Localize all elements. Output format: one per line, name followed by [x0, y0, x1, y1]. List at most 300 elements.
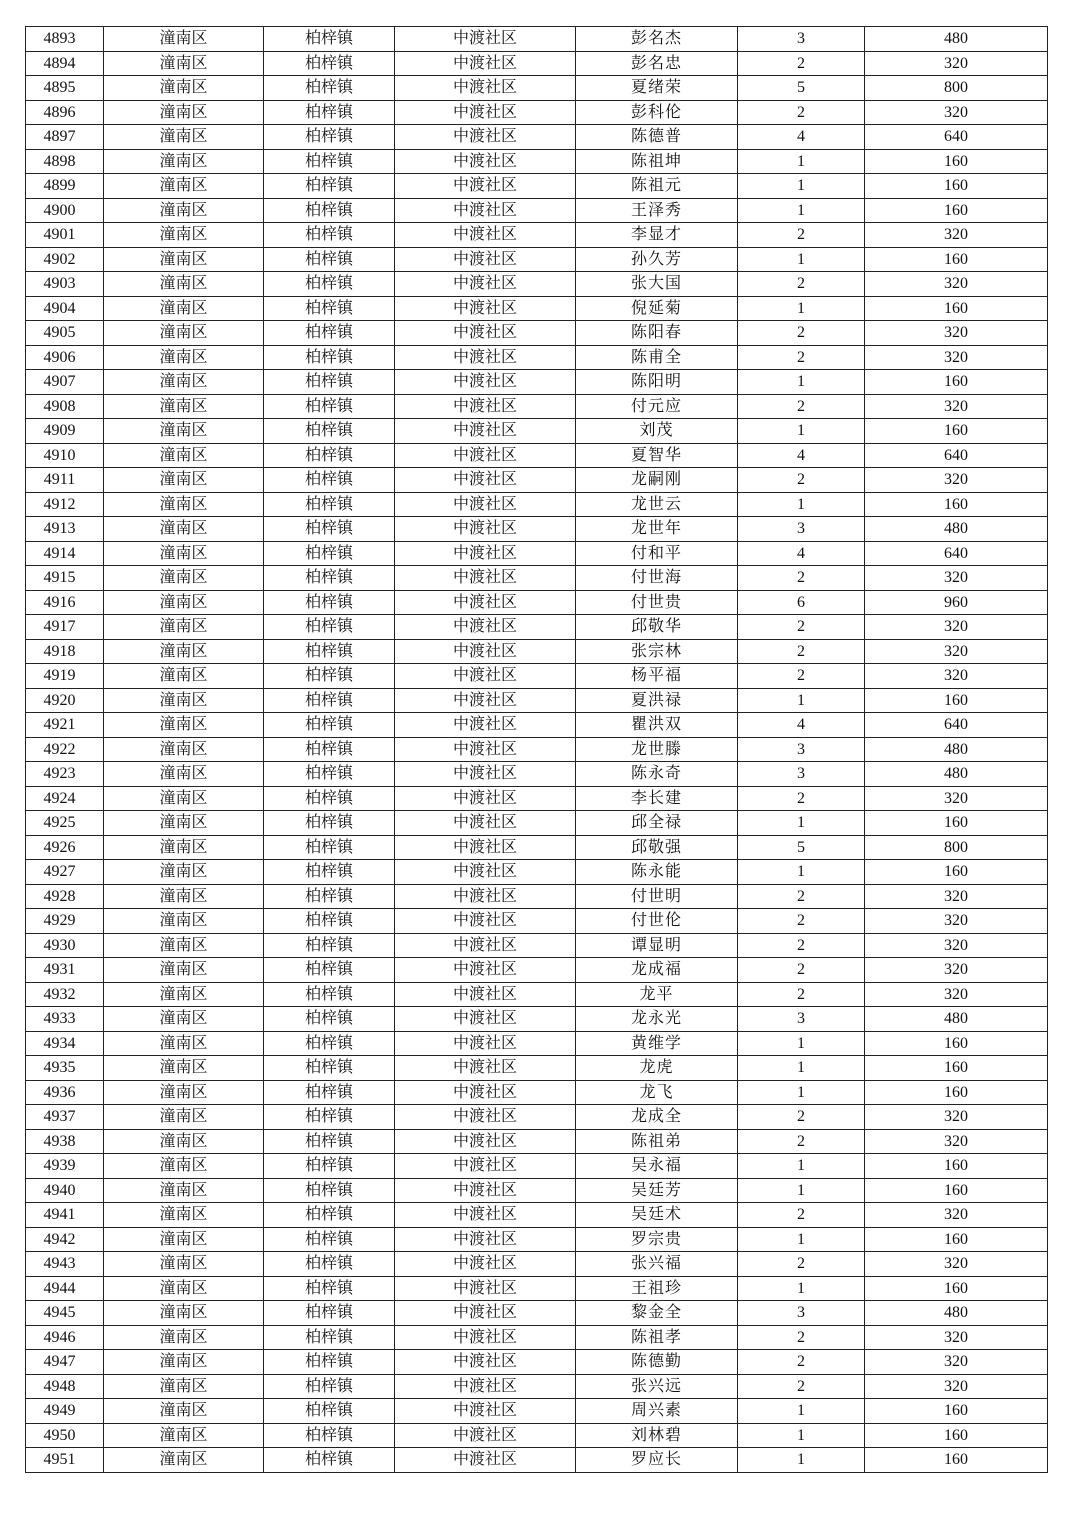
table-row — [26, 1007, 1048, 1032]
cell-row-number: 4935 — [26, 1056, 104, 1081]
cell-town: 柏梓镇 — [264, 100, 395, 125]
cell-amount: 160 — [865, 247, 1048, 272]
cell-row-number: 4916 — [26, 590, 104, 615]
cell-amount: 160 — [865, 1423, 1048, 1448]
cell-household-count: 2 — [738, 958, 865, 983]
cell-row-number: 4948 — [26, 1374, 104, 1399]
cell-district: 潼南区 — [104, 1301, 264, 1326]
cell-row-number: 4928 — [26, 884, 104, 909]
cell-name: 付和平 — [576, 541, 738, 566]
cell-row-number: 4911 — [26, 468, 104, 493]
cell-name: 龙虎 — [576, 1056, 738, 1081]
cell-community: 中渡社区 — [395, 296, 576, 321]
cell-row-number: 4921 — [26, 713, 104, 738]
cell-name: 龙成全 — [576, 1105, 738, 1130]
cell-household-count: 4 — [738, 541, 865, 566]
cell-district: 潼南区 — [104, 909, 264, 934]
cell-name: 陈祖孝 — [576, 1325, 738, 1350]
cell-row-number: 4936 — [26, 1080, 104, 1105]
cell-name: 龙世滕 — [576, 737, 738, 762]
table-row — [26, 811, 1048, 836]
cell-name: 陈永能 — [576, 860, 738, 885]
table-row — [26, 149, 1048, 174]
cell-district: 潼南区 — [104, 492, 264, 517]
cell-district: 潼南区 — [104, 198, 264, 223]
cell-row-number: 4932 — [26, 982, 104, 1007]
cell-amount: 160 — [865, 1178, 1048, 1203]
cell-community: 中渡社区 — [395, 1129, 576, 1154]
cell-row-number: 4951 — [26, 1448, 104, 1473]
cell-row-number: 4931 — [26, 958, 104, 983]
cell-amount: 480 — [865, 737, 1048, 762]
cell-amount: 160 — [865, 296, 1048, 321]
cell-community: 中渡社区 — [395, 1350, 576, 1375]
table-row — [26, 688, 1048, 713]
cell-district: 潼南区 — [104, 933, 264, 958]
table-row — [26, 1423, 1048, 1448]
cell-name: 刘茂 — [576, 419, 738, 444]
cell-row-number: 4909 — [26, 419, 104, 444]
cell-town: 柏梓镇 — [264, 76, 395, 101]
cell-name: 张大国 — [576, 272, 738, 297]
cell-household-count: 1 — [738, 1056, 865, 1081]
cell-community: 中渡社区 — [395, 933, 576, 958]
cell-name: 杨平福 — [576, 664, 738, 689]
cell-household-count: 3 — [738, 737, 865, 762]
cell-row-number: 4919 — [26, 664, 104, 689]
cell-household-count: 1 — [738, 1227, 865, 1252]
cell-household-count: 3 — [738, 762, 865, 787]
cell-household-count: 6 — [738, 590, 865, 615]
cell-district: 潼南区 — [104, 664, 264, 689]
cell-town: 柏梓镇 — [264, 688, 395, 713]
cell-town: 柏梓镇 — [264, 468, 395, 493]
cell-name: 龙世云 — [576, 492, 738, 517]
cell-name: 谭显明 — [576, 933, 738, 958]
cell-community: 中渡社区 — [395, 468, 576, 493]
cell-row-number: 4926 — [26, 835, 104, 860]
cell-name: 吴永福 — [576, 1154, 738, 1179]
cell-household-count: 2 — [738, 51, 865, 76]
cell-town: 柏梓镇 — [264, 909, 395, 934]
cell-district: 潼南区 — [104, 958, 264, 983]
cell-community: 中渡社区 — [395, 247, 576, 272]
table-row — [26, 1080, 1048, 1105]
table-row — [26, 1374, 1048, 1399]
cell-name: 陈德普 — [576, 125, 738, 150]
cell-amount: 160 — [865, 419, 1048, 444]
cell-community: 中渡社区 — [395, 909, 576, 934]
cell-household-count: 2 — [738, 566, 865, 591]
cell-town: 柏梓镇 — [264, 1031, 395, 1056]
table-row — [26, 419, 1048, 444]
cell-district: 潼南区 — [104, 517, 264, 542]
cell-community: 中渡社区 — [395, 1423, 576, 1448]
cell-town: 柏梓镇 — [264, 1399, 395, 1424]
cell-name: 付世贵 — [576, 590, 738, 615]
table-row — [26, 272, 1048, 297]
cell-community: 中渡社区 — [395, 884, 576, 909]
table-row — [26, 321, 1048, 346]
cell-name: 龙嗣刚 — [576, 468, 738, 493]
cell-name: 吴廷术 — [576, 1203, 738, 1228]
cell-community: 中渡社区 — [395, 1399, 576, 1424]
cell-amount: 160 — [865, 1056, 1048, 1081]
cell-town: 柏梓镇 — [264, 1227, 395, 1252]
cell-amount: 160 — [865, 174, 1048, 199]
cell-household-count: 2 — [738, 1374, 865, 1399]
cell-row-number: 4902 — [26, 247, 104, 272]
cell-name: 黎金全 — [576, 1301, 738, 1326]
cell-town: 柏梓镇 — [264, 1080, 395, 1105]
cell-town: 柏梓镇 — [264, 664, 395, 689]
cell-household-count: 1 — [738, 1031, 865, 1056]
cell-row-number: 4933 — [26, 1007, 104, 1032]
cell-town: 柏梓镇 — [264, 933, 395, 958]
cell-amount: 160 — [865, 492, 1048, 517]
cell-row-number: 4907 — [26, 370, 104, 395]
cell-row-number: 4947 — [26, 1350, 104, 1375]
table-row — [26, 247, 1048, 272]
cell-community: 中渡社区 — [395, 1325, 576, 1350]
cell-district: 潼南区 — [104, 1374, 264, 1399]
cell-district: 潼南区 — [104, 615, 264, 640]
cell-row-number: 4893 — [26, 27, 104, 52]
cell-row-number: 4922 — [26, 737, 104, 762]
cell-community: 中渡社区 — [395, 51, 576, 76]
cell-amount: 160 — [865, 688, 1048, 713]
cell-name: 陈祖坤 — [576, 149, 738, 174]
cell-household-count: 1 — [738, 688, 865, 713]
cell-name: 付世明 — [576, 884, 738, 909]
cell-town: 柏梓镇 — [264, 517, 395, 542]
cell-community: 中渡社区 — [395, 1178, 576, 1203]
cell-household-count: 1 — [738, 1399, 865, 1424]
cell-amount: 320 — [865, 345, 1048, 370]
cell-town: 柏梓镇 — [264, 1007, 395, 1032]
cell-district: 潼南区 — [104, 1276, 264, 1301]
cell-household-count: 1 — [738, 1448, 865, 1473]
cell-district: 潼南区 — [104, 835, 264, 860]
cell-town: 柏梓镇 — [264, 1154, 395, 1179]
table-row — [26, 174, 1048, 199]
cell-row-number: 4901 — [26, 223, 104, 248]
cell-amount: 160 — [865, 1080, 1048, 1105]
cell-town: 柏梓镇 — [264, 762, 395, 787]
cell-community: 中渡社区 — [395, 27, 576, 52]
table-row — [26, 664, 1048, 689]
cell-district: 潼南区 — [104, 884, 264, 909]
cell-household-count: 1 — [738, 860, 865, 885]
cell-name: 龙平 — [576, 982, 738, 1007]
cell-amount: 320 — [865, 1374, 1048, 1399]
cell-name: 陈祖元 — [576, 174, 738, 199]
cell-row-number: 4945 — [26, 1301, 104, 1326]
cell-amount: 320 — [865, 51, 1048, 76]
table-row — [26, 835, 1048, 860]
cell-town: 柏梓镇 — [264, 345, 395, 370]
cell-household-count: 2 — [738, 982, 865, 1007]
cell-town: 柏梓镇 — [264, 296, 395, 321]
cell-amount: 160 — [865, 1227, 1048, 1252]
cell-household-count: 1 — [738, 296, 865, 321]
cell-district: 潼南区 — [104, 394, 264, 419]
cell-household-count: 3 — [738, 517, 865, 542]
cell-row-number: 4905 — [26, 321, 104, 346]
cell-district: 潼南区 — [104, 1423, 264, 1448]
cell-household-count: 1 — [738, 149, 865, 174]
cell-row-number: 4938 — [26, 1129, 104, 1154]
cell-district: 潼南区 — [104, 443, 264, 468]
cell-town: 柏梓镇 — [264, 639, 395, 664]
cell-community: 中渡社区 — [395, 100, 576, 125]
cell-household-count: 4 — [738, 713, 865, 738]
cell-district: 潼南区 — [104, 149, 264, 174]
cell-amount: 640 — [865, 541, 1048, 566]
cell-household-count: 1 — [738, 198, 865, 223]
cell-community: 中渡社区 — [395, 1031, 576, 1056]
cell-row-number: 4927 — [26, 860, 104, 885]
table-row — [26, 492, 1048, 517]
cell-community: 中渡社区 — [395, 590, 576, 615]
cell-amount: 320 — [865, 958, 1048, 983]
table-row — [26, 1203, 1048, 1228]
cell-district: 潼南区 — [104, 272, 264, 297]
table-row — [26, 51, 1048, 76]
cell-household-count: 3 — [738, 1301, 865, 1326]
cell-row-number: 4896 — [26, 100, 104, 125]
cell-district: 潼南区 — [104, 1203, 264, 1228]
cell-name: 瞿洪双 — [576, 713, 738, 738]
cell-household-count: 1 — [738, 419, 865, 444]
cell-name: 夏绪荣 — [576, 76, 738, 101]
table-row — [26, 1154, 1048, 1179]
cell-name: 王祖珍 — [576, 1276, 738, 1301]
cell-town: 柏梓镇 — [264, 223, 395, 248]
cell-district: 潼南区 — [104, 688, 264, 713]
cell-amount: 320 — [865, 884, 1048, 909]
cell-row-number: 4914 — [26, 541, 104, 566]
table-row — [26, 884, 1048, 909]
cell-town: 柏梓镇 — [264, 1276, 395, 1301]
cell-district: 潼南区 — [104, 100, 264, 125]
cell-town: 柏梓镇 — [264, 272, 395, 297]
cell-district: 潼南区 — [104, 223, 264, 248]
cell-town: 柏梓镇 — [264, 1252, 395, 1277]
cell-row-number: 4944 — [26, 1276, 104, 1301]
cell-household-count: 2 — [738, 884, 865, 909]
cell-town: 柏梓镇 — [264, 125, 395, 150]
table-row — [26, 762, 1048, 787]
cell-community: 中渡社区 — [395, 1448, 576, 1473]
cell-household-count: 3 — [738, 1007, 865, 1032]
cell-community: 中渡社区 — [395, 149, 576, 174]
table-row — [26, 517, 1048, 542]
cell-name: 付世伦 — [576, 909, 738, 934]
cell-household-count: 2 — [738, 1350, 865, 1375]
cell-amount: 160 — [865, 1031, 1048, 1056]
table-row — [26, 541, 1048, 566]
cell-household-count: 1 — [738, 1178, 865, 1203]
cell-amount: 160 — [865, 1154, 1048, 1179]
cell-household-count: 2 — [738, 1325, 865, 1350]
cell-community: 中渡社区 — [395, 615, 576, 640]
cell-household-count: 2 — [738, 1129, 865, 1154]
cell-community: 中渡社区 — [395, 541, 576, 566]
cell-row-number: 4937 — [26, 1105, 104, 1130]
cell-household-count: 5 — [738, 835, 865, 860]
cell-amount: 320 — [865, 1105, 1048, 1130]
cell-name: 孙久芳 — [576, 247, 738, 272]
cell-district: 潼南区 — [104, 541, 264, 566]
cell-amount: 320 — [865, 664, 1048, 689]
cell-community: 中渡社区 — [395, 1301, 576, 1326]
cell-town: 柏梓镇 — [264, 198, 395, 223]
cell-row-number: 4949 — [26, 1399, 104, 1424]
cell-district: 潼南区 — [104, 125, 264, 150]
cell-district: 潼南区 — [104, 1350, 264, 1375]
cell-amount: 320 — [865, 223, 1048, 248]
cell-name: 张兴远 — [576, 1374, 738, 1399]
cell-name: 罗宗贵 — [576, 1227, 738, 1252]
cell-town: 柏梓镇 — [264, 51, 395, 76]
cell-name: 周兴素 — [576, 1399, 738, 1424]
cell-town: 柏梓镇 — [264, 394, 395, 419]
cell-community: 中渡社区 — [395, 272, 576, 297]
cell-name: 王泽秀 — [576, 198, 738, 223]
table-row — [26, 958, 1048, 983]
cell-name: 张兴福 — [576, 1252, 738, 1277]
cell-community: 中渡社区 — [395, 1203, 576, 1228]
cell-community: 中渡社区 — [395, 1056, 576, 1081]
cell-town: 柏梓镇 — [264, 174, 395, 199]
table-row — [26, 1129, 1048, 1154]
cell-amount: 480 — [865, 1007, 1048, 1032]
cell-name: 夏洪禄 — [576, 688, 738, 713]
cell-district: 潼南区 — [104, 345, 264, 370]
cell-town: 柏梓镇 — [264, 1374, 395, 1399]
cell-row-number: 4930 — [26, 933, 104, 958]
cell-community: 中渡社区 — [395, 1252, 576, 1277]
cell-household-count: 2 — [738, 639, 865, 664]
cell-household-count: 4 — [738, 125, 865, 150]
cell-row-number: 4904 — [26, 296, 104, 321]
cell-district: 潼南区 — [104, 1105, 264, 1130]
cell-district: 潼南区 — [104, 296, 264, 321]
cell-town: 柏梓镇 — [264, 1301, 395, 1326]
cell-district: 潼南区 — [104, 762, 264, 787]
cell-row-number: 4925 — [26, 811, 104, 836]
cell-amount: 160 — [865, 811, 1048, 836]
cell-household-count: 2 — [738, 345, 865, 370]
cell-amount: 320 — [865, 321, 1048, 346]
cell-district: 潼南区 — [104, 1448, 264, 1473]
table-row — [26, 198, 1048, 223]
cell-community: 中渡社区 — [395, 394, 576, 419]
cell-household-count: 2 — [738, 468, 865, 493]
table-row — [26, 1178, 1048, 1203]
cell-household-count: 1 — [738, 1080, 865, 1105]
cell-district: 潼南区 — [104, 566, 264, 591]
cell-row-number: 4910 — [26, 443, 104, 468]
cell-community: 中渡社区 — [395, 639, 576, 664]
cell-row-number: 4946 — [26, 1325, 104, 1350]
cell-town: 柏梓镇 — [264, 884, 395, 909]
cell-district: 潼南区 — [104, 27, 264, 52]
table-row — [26, 713, 1048, 738]
table-row — [26, 394, 1048, 419]
cell-name: 付元应 — [576, 394, 738, 419]
cell-community: 中渡社区 — [395, 76, 576, 101]
cell-row-number: 4913 — [26, 517, 104, 542]
table-row — [26, 982, 1048, 1007]
cell-community: 中渡社区 — [395, 321, 576, 346]
cell-district: 潼南区 — [104, 370, 264, 395]
cell-district: 潼南区 — [104, 860, 264, 885]
cell-row-number: 4934 — [26, 1031, 104, 1056]
cell-row-number: 4912 — [26, 492, 104, 517]
cell-row-number: 4899 — [26, 174, 104, 199]
cell-district: 潼南区 — [104, 982, 264, 1007]
cell-amount: 640 — [865, 125, 1048, 150]
cell-town: 柏梓镇 — [264, 713, 395, 738]
cell-amount: 160 — [865, 149, 1048, 174]
cell-name: 付世海 — [576, 566, 738, 591]
cell-household-count: 1 — [738, 247, 865, 272]
cell-household-count: 2 — [738, 321, 865, 346]
cell-name: 邱敬强 — [576, 835, 738, 860]
cell-row-number: 4923 — [26, 762, 104, 787]
cell-household-count: 2 — [738, 1252, 865, 1277]
cell-name: 吴廷芳 — [576, 1178, 738, 1203]
table-row — [26, 76, 1048, 101]
cell-community: 中渡社区 — [395, 1276, 576, 1301]
cell-town: 柏梓镇 — [264, 541, 395, 566]
cell-town: 柏梓镇 — [264, 1350, 395, 1375]
cell-community: 中渡社区 — [395, 958, 576, 983]
cell-amount: 160 — [865, 1399, 1048, 1424]
cell-town: 柏梓镇 — [264, 370, 395, 395]
cell-amount: 160 — [865, 860, 1048, 885]
cell-amount: 480 — [865, 517, 1048, 542]
cell-town: 柏梓镇 — [264, 321, 395, 346]
table-row — [26, 1350, 1048, 1375]
cell-community: 中渡社区 — [395, 1374, 576, 1399]
cell-household-count: 2 — [738, 664, 865, 689]
table-row — [26, 1056, 1048, 1081]
table-row — [26, 737, 1048, 762]
table-body — [26, 27, 1048, 1473]
cell-household-count: 2 — [738, 272, 865, 297]
table-row — [26, 786, 1048, 811]
cell-household-count: 2 — [738, 1105, 865, 1130]
cell-name: 罗应长 — [576, 1448, 738, 1473]
table-row — [26, 909, 1048, 934]
cell-name: 黄维学 — [576, 1031, 738, 1056]
cell-name: 邱敬华 — [576, 615, 738, 640]
cell-community: 中渡社区 — [395, 1154, 576, 1179]
cell-community: 中渡社区 — [395, 1007, 576, 1032]
cell-town: 柏梓镇 — [264, 1056, 395, 1081]
cell-name: 陈甫全 — [576, 345, 738, 370]
cell-amount: 160 — [865, 1448, 1048, 1473]
cell-row-number: 4918 — [26, 639, 104, 664]
cell-district: 潼南区 — [104, 321, 264, 346]
cell-town: 柏梓镇 — [264, 615, 395, 640]
cell-name: 倪延菊 — [576, 296, 738, 321]
cell-amount: 320 — [865, 1203, 1048, 1228]
cell-town: 柏梓镇 — [264, 566, 395, 591]
